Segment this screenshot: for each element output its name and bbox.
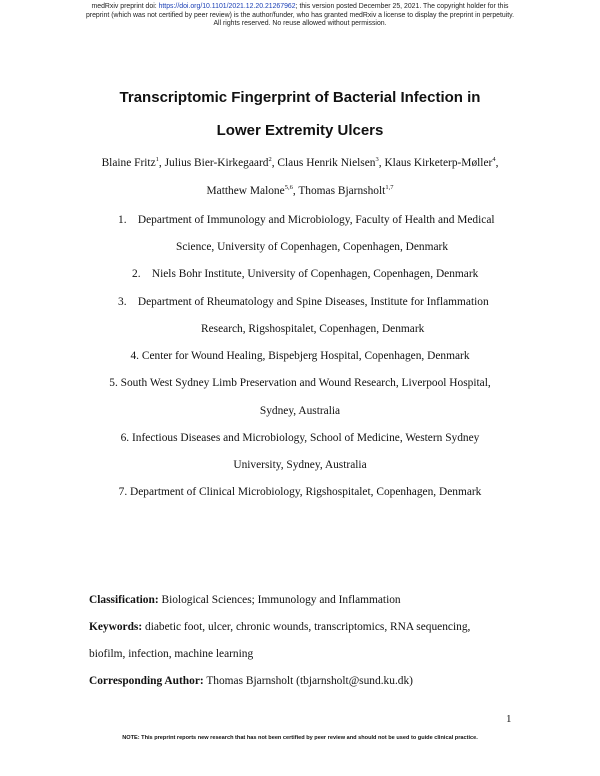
affiliation-6: 6. Infectious Diseases and Microbiology, School of Medicine, Western Sydney (120, 432, 480, 444)
author-list-line-2: Matthew Malone$^{5,6}$, Thomas Bjarnsholt$^{1,7}$ (206, 184, 394, 197)
affiliation-text: Niels Bohr Institute, University of Copenhagen, Copenhagen, Denmark (151, 268, 479, 280)
affiliation-number: 1. (118, 214, 127, 226)
author-affiliation: 2 (268, 156, 272, 163)
affiliation-5-continued: Sydney, Australia (259, 405, 341, 417)
affiliation-7: 7. Department of Clinical Microbiology, Rigshospitalet, Copenhagen, Denmark (118, 486, 482, 498)
author-affiliation: 1,7 (385, 184, 394, 191)
affiliation-1-continued: Science, University of Copenhagen, Copenhagen, Denmark (176, 241, 449, 253)
preprint-header (0, 3, 600, 29)
author-affiliation: 5,6 (284, 184, 293, 191)
classification-label: Classification: (89, 594, 159, 606)
affiliation-2 (132, 268, 478, 280)
author-name: Klaus Kirketerp-Møller (384, 157, 493, 169)
affiliation-text: Department of Immunology and Microbiology, Faculty of Health and Medical (137, 214, 495, 226)
author-affiliation: 1 (155, 156, 159, 163)
paper-title-line-1: Transcriptomic Fingerprint of Bacterial Infection in (119, 89, 481, 106)
author-name: Blaine Fritz (101, 157, 156, 169)
keywords-value: diabetic foot, ulcer, chronic wounds, transcriptomics, RNA sequencing, (145, 621, 471, 633)
affiliation-1 (118, 214, 495, 226)
doi-link[interactable]: https://doi.org/10.1101/2021.12.20.21267962 (158, 3, 296, 10)
author-list-line-1: Blaine Fritz$^1$, Julius Bier-Kirkegaard$^2$, Claus Henrik Nielsen$^3$, Klaus Kirketerp-Møller$^4$, (101, 156, 499, 169)
author-name: Matthew Malone (206, 185, 285, 197)
classification (89, 594, 401, 606)
affiliation-6-continued: University, Sydney, Australia (233, 459, 367, 471)
classification-value: Biological Sciences; Immunology and Inflammation (161, 594, 401, 606)
header-line-1: medRxiv preprint doi: https://doi.org/10.1101/2021.12.20.21267962; this version posted December 25, 2021. The copyright holder for this (91, 3, 509, 10)
page-number: 1 (506, 713, 512, 725)
header-line-3: All rights reserved. No reuse allowed without permission. (213, 20, 387, 28)
affiliation-number: 3. (118, 296, 127, 308)
keywords (89, 621, 470, 633)
affiliation-5: 5. South West Sydney Limb Preservation and Wound Research, Liverpool Hospital, (109, 377, 491, 389)
affiliation-text: Department of Rheumatology and Spine Diseases, Institute for Inflammation (137, 296, 489, 308)
affiliation-3-continued: Research, Rigshospitalet, Copenhagen, Denmark (201, 323, 425, 335)
keywords-continued: biofilm, infection, machine learning (89, 648, 254, 660)
header-line-2: preprint (which was not certified by peer review) is the author/funder, who has granted medRxiv a license to display the preprint in perpetuity. (85, 11, 515, 19)
keywords-label: Keywords: (89, 621, 143, 633)
paper-title-line-2: Lower Extremity Ulcers (216, 122, 384, 139)
affiliation-4: 4. Center for Wound Healing, Bispebjerg Hospital, Copenhagen, Denmark (130, 350, 470, 362)
corresponding-author (89, 675, 413, 687)
affiliation-3 (118, 296, 489, 308)
author-affiliation: 3 (375, 156, 379, 163)
corresponding-author-label: Corresponding Author: (89, 675, 204, 687)
footer-note: NOTE: This preprint reports new research that has not been certified by peer review and should not be used to guide clinical practice. (122, 735, 478, 741)
author-name: Claus Henrik Nielsen (277, 157, 376, 169)
author-name: Julius Bier-Kirkegaard (164, 157, 269, 169)
affiliation-number: 2. (132, 268, 141, 280)
author-name: Thomas Bjarnsholt (298, 185, 386, 197)
author-affiliation: 4 (492, 156, 496, 163)
corresponding-author-value: Thomas Bjarnsholt (tbjarnsholt@sund.ku.dk) (206, 675, 413, 687)
